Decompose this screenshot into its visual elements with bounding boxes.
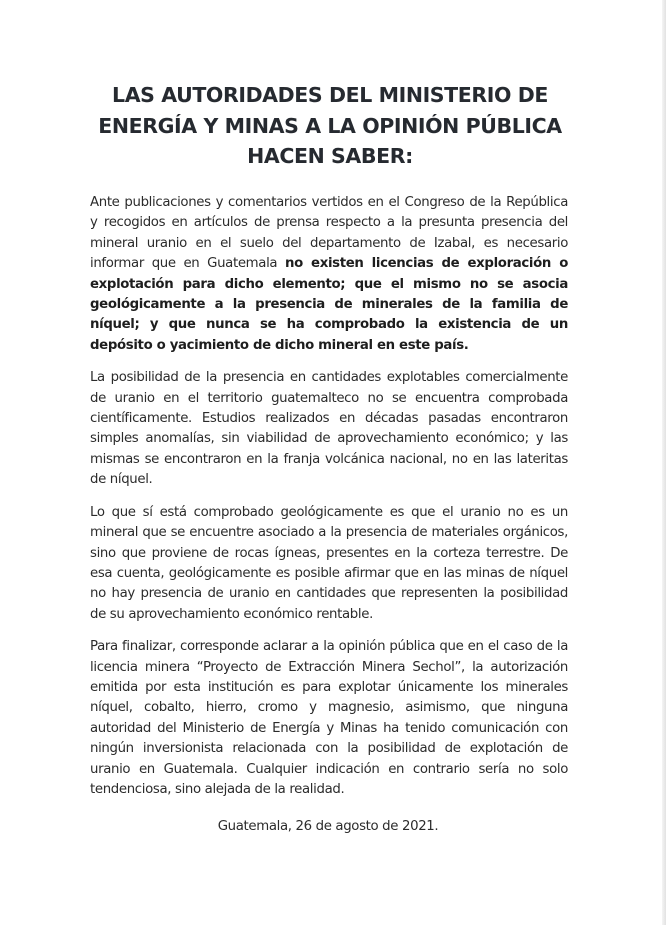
paragraph-scientific: La posibilidad de la presencia en cantidades explotables comercialmente de uranio en el territorio guatemalteco no se encuentra comprobada científicamente. Estudios realizados en décadas pasadas encontraron simples anomalías, sin viabilidad de aprovechamiento económico; y las mismas se encontraron en la franja volcánica nacional, no en las lateritas de níquel. <box>90 370 568 488</box>
title-line: HACEN SABER: <box>247 144 413 168</box>
statement-title <box>60 80 600 172</box>
page-edge <box>662 0 666 925</box>
paragraph-intro-emphasis: no existen licencias de exploración o explotación para dicho elemento; que el mismo no se asocia geológicamente a la presencia de minerales de la familia de níquel; y que nunca se ha comprobado la existencia de un depósito o yacimiento de dicho mineral en este país. <box>90 256 568 353</box>
paragraph-intro-text: Ante publicaciones y comentarios vertidos en el Congreso de la República y recogidos en artículos de prensa respecto a la presunta presencia del mineral uranio en el suelo del departamento de Izabal, es necesario informar que en Guatemala <box>90 195 568 272</box>
title-line: LAS AUTORIDADES DEL MINISTERIO DE <box>112 83 548 107</box>
paragraph-conclusion: Para finalizar, corresponde aclarar a la opinión pública que en el caso de la licencia minera “Proyecto de Extracción Minera Sechol”, la autorización emitida por esta institución es para explotar únicamente los minerales níquel, cobalto, hierro, cromo y magnesio, asimismo, que ninguna autoridad del Ministerio de Energía y Minas ha tenido comunicación con ningún inversionista relacionada con la posibilidad de explotación de uranio en Guatemala. Cualquier indicación en contrario sería no solo tendenciosa, sino alejada de la realidad. <box>90 639 568 797</box>
statement-body <box>90 193 568 812</box>
date-line: Guatemala, 26 de agosto de 2021. <box>217 819 439 834</box>
paragraph-geological: Lo que sí está comprobado geológicamente es que el uranio no es un mineral que se encuentre asociado a la presencia de materiales orgánicos, sino que proviene de rocas ígneas, presentes en la corteza terrestre. De esa cuenta, geológicamente es posible afirmar que en las minas de níquel no hay presencia de uranio en cantidades que representen la posibilidad de su aprovechamiento económico rentable. <box>90 504 568 622</box>
paragraph-intro <box>90 193 568 356</box>
title-line: ENERGÍA Y MINAS A LA OPINIÓN PÚBLICA <box>98 113 562 138</box>
